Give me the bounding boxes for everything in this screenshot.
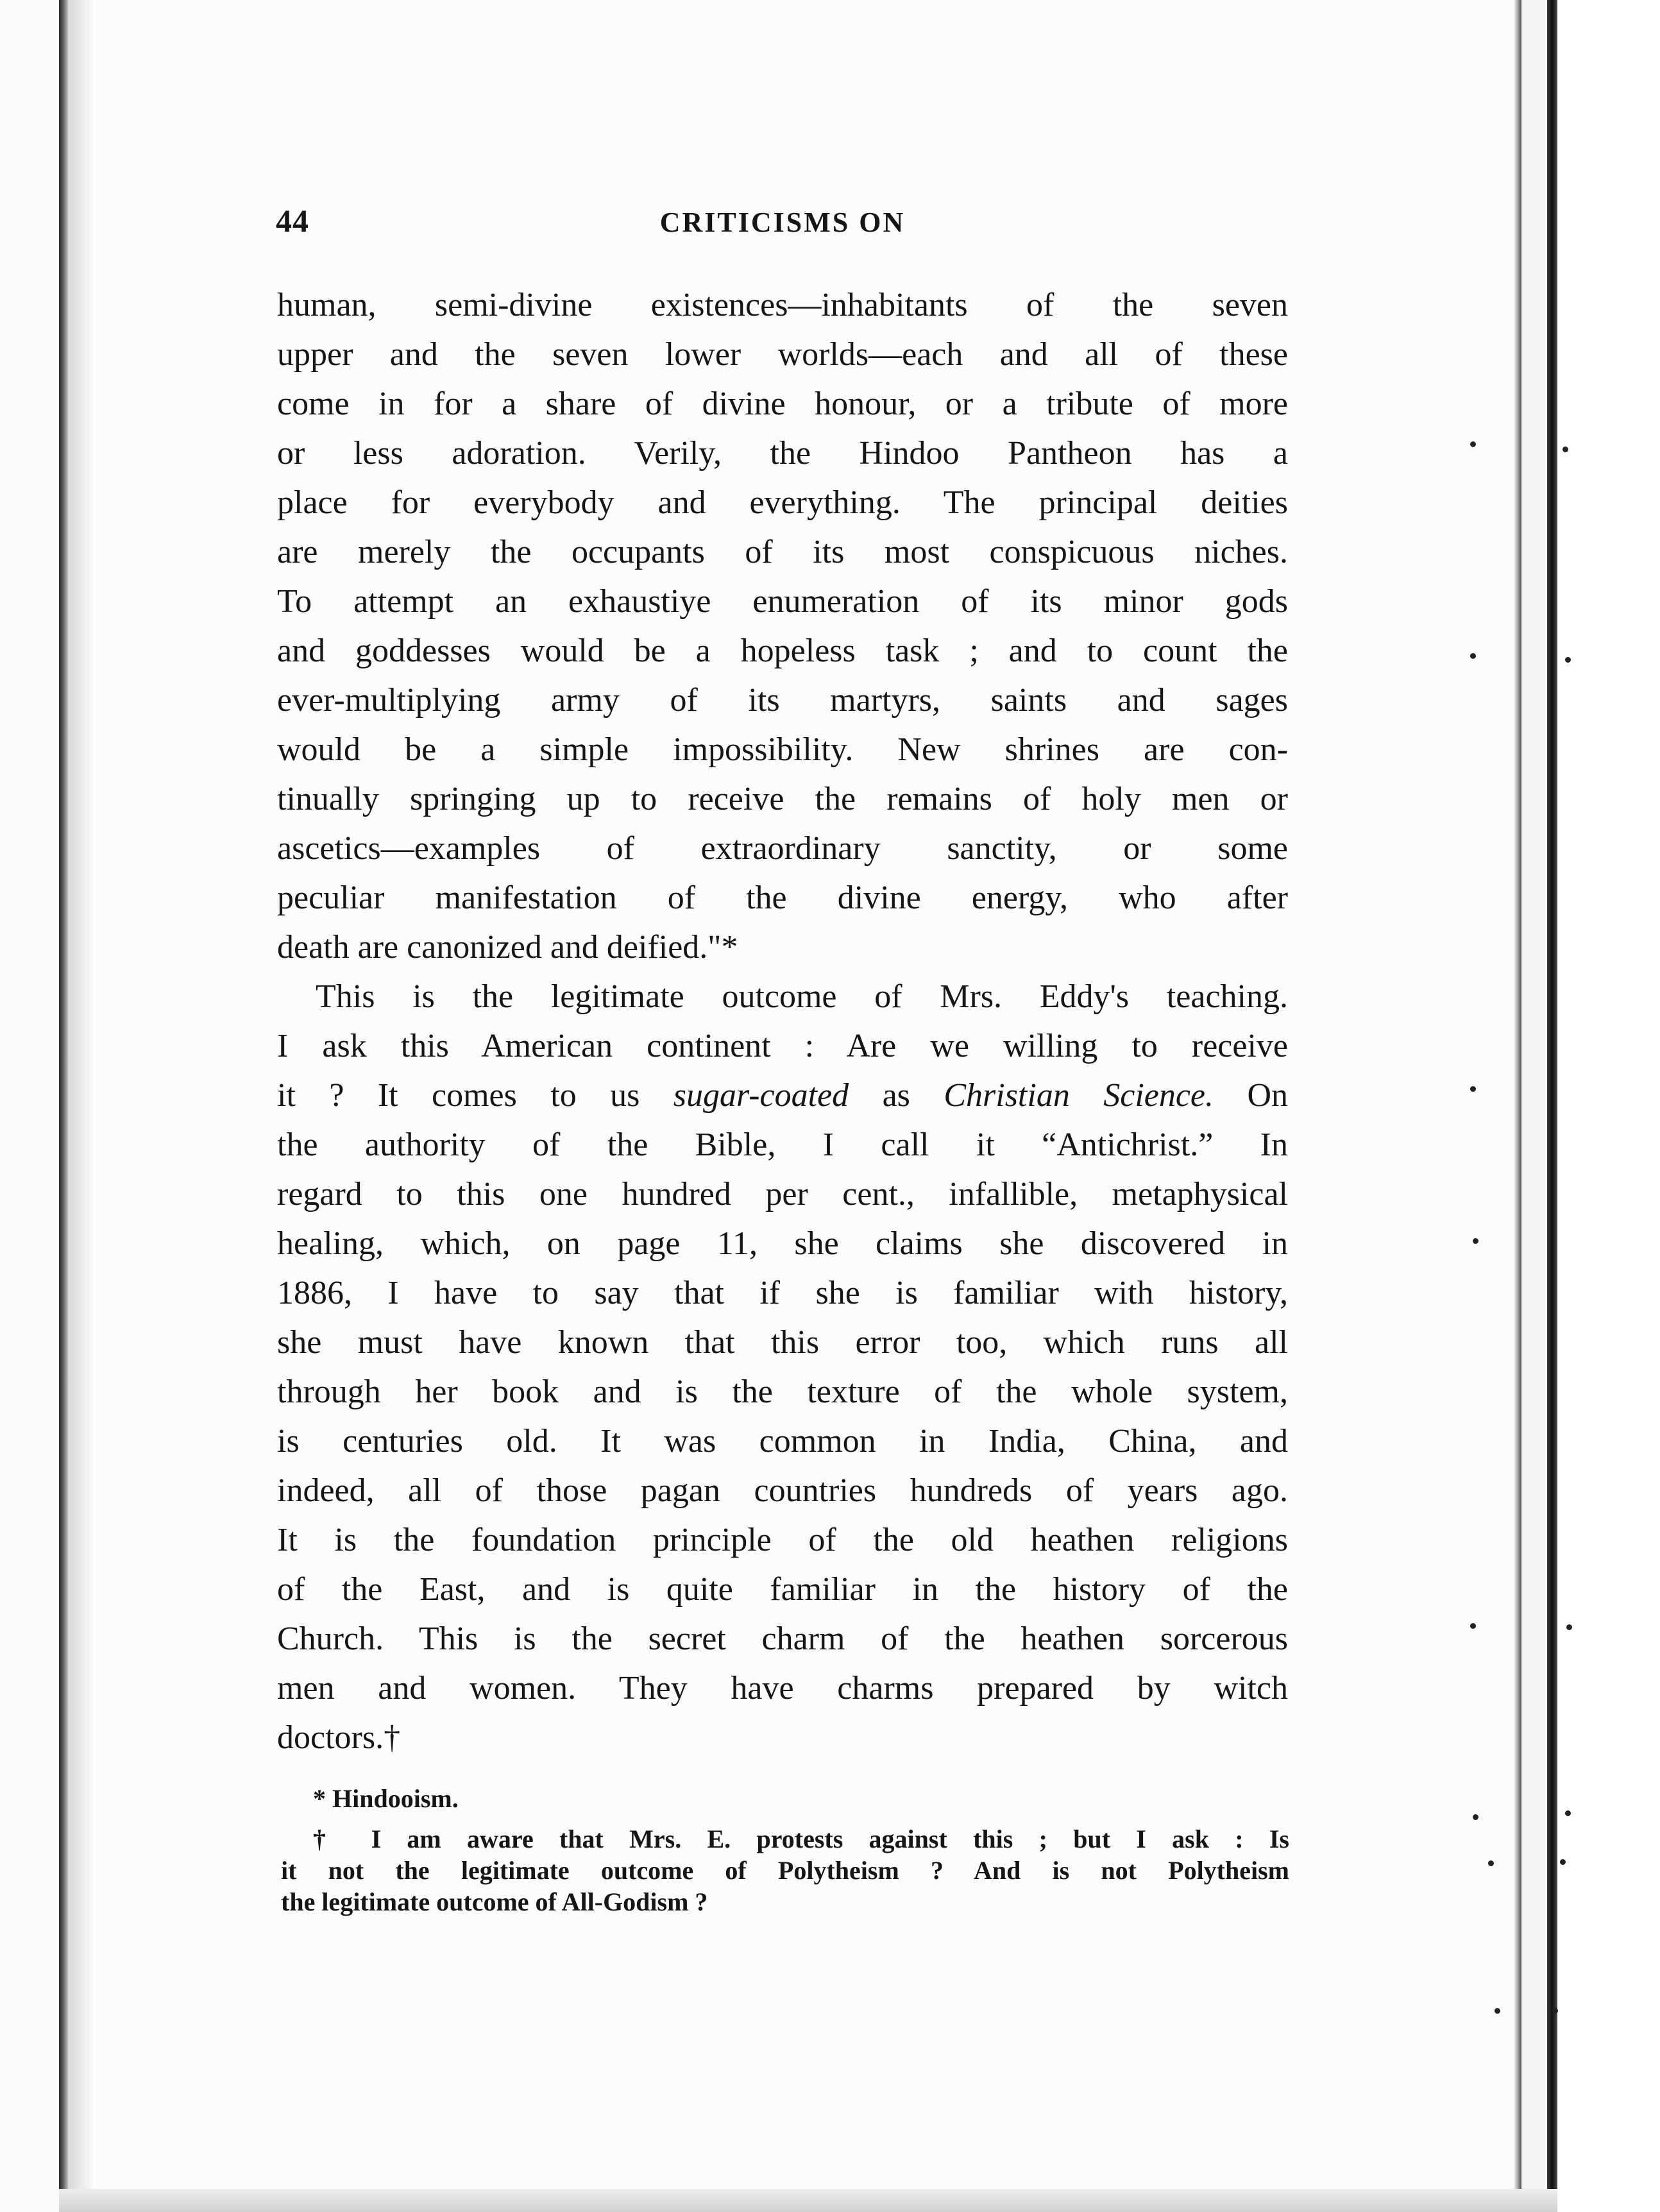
- text-line: the authority of the Bible, I call it “Antichrist.” In: [277, 1127, 1288, 1163]
- text-line: is centuries old. It was common in India, China, and: [277, 1423, 1288, 1459]
- right-gutter-shadow: [1514, 0, 1521, 2212]
- text-line: peculiar manifestation of the divine energy, who after: [277, 880, 1288, 916]
- facing-page-edge: [1547, 0, 1557, 2212]
- text-run: it ? It comes to us: [277, 1077, 673, 1114]
- page-number: 44: [276, 203, 309, 239]
- scan-speck: [1495, 2008, 1500, 2014]
- text-line: It is the foundation principle of the old heathen religions: [277, 1522, 1288, 1558]
- scan-speck: [1563, 447, 1568, 452]
- text-line-with-italics: [277, 1071, 1288, 1120]
- text-line: ever-multiplying army of its martyrs, saints and sages: [277, 682, 1288, 719]
- scan-speck: [1470, 653, 1476, 659]
- text-run: as: [849, 1077, 944, 1114]
- running-title: CRITICISMS ON: [659, 207, 906, 238]
- text-run: On: [1214, 1077, 1288, 1114]
- text-line: doctors.†: [277, 1719, 401, 1756]
- book-spine-edge: [59, 0, 68, 2212]
- scan-margin: [1557, 0, 1660, 2212]
- scan-speck: [1470, 1623, 1476, 1629]
- text-line: healing, which, on page 11, she claims she discovered in: [277, 1225, 1288, 1262]
- footnote-dagger-line: it not the legitimate outcome of Polytheism ? And is not Polytheism: [281, 1856, 1289, 1885]
- text-line: regard to this one hundred per cent., infallible, metaphysical: [277, 1176, 1288, 1212]
- text-line: of the East, and is quite familiar in the history of the: [277, 1571, 1288, 1608]
- body-text: [277, 280, 1288, 1762]
- scan-speck: [1565, 1810, 1571, 1816]
- text-line: human, semi-divine existences—inhabitants of the seven: [277, 287, 1288, 323]
- scan-speck: [1566, 1624, 1572, 1630]
- text-line: I ask this American continent : Are we willing to receive: [277, 1028, 1288, 1064]
- text-line: would be a simple impossibility. New shrines are con-: [277, 731, 1288, 768]
- scan-speck: [1488, 1860, 1494, 1866]
- scan-speck: [1552, 2008, 1558, 2014]
- spine-shadow: [68, 0, 94, 2212]
- bottom-page-edge: [59, 2189, 1557, 2212]
- text-line: tinually springing up to receive the remains of holy men or: [277, 781, 1288, 817]
- text-line: Church. This is the secret charm of the heathen sorcerous: [277, 1621, 1288, 1657]
- text-line: come in for a share of divine honour, or a tribute of more: [277, 386, 1288, 422]
- italic-phrase: sugar-coated: [673, 1077, 849, 1114]
- text-line: or less adoration. Verily, the Hindoo Pantheon has a: [277, 435, 1288, 472]
- scan-speck: [1473, 1814, 1478, 1820]
- footnote-star: * Hindooism.: [313, 1784, 459, 1813]
- scan-speck: [1560, 1859, 1566, 1865]
- text-line: 1886, I have to say that if she is familiar with history,: [277, 1275, 1288, 1311]
- text-line: and goddesses would be a hopeless task ; and to count the: [277, 633, 1288, 669]
- scan-speck: [1470, 441, 1476, 447]
- running-head: [276, 202, 1289, 247]
- footnote-dagger-line: † I am aware that Mrs. E. protests against this ; but I ask : Is: [313, 1825, 1289, 1853]
- text-line: are merely the occupants of its most conspicuous niches.: [277, 534, 1288, 570]
- italic-phrase: Christian Science.: [944, 1077, 1214, 1114]
- footnotes: [281, 1780, 1289, 1918]
- text-line: place for everybody and everything. The principal deities: [277, 484, 1288, 521]
- text-line: she must have known that this error too, which runs all: [277, 1324, 1288, 1361]
- text-line: men and women. They have charms prepared by witch: [277, 1670, 1288, 1706]
- text-line: To attempt an exhaustiye enumeration of its minor gods: [277, 583, 1288, 620]
- scan-speck: [1565, 657, 1571, 663]
- facing-page-strip: [1521, 0, 1547, 2212]
- footnote-dagger-line: the legitimate outcome of All-Godism ?: [281, 1887, 708, 1916]
- text-line: upper and the seven lower worlds—each and all of these: [277, 336, 1288, 373]
- scan-speck: [1470, 1086, 1476, 1092]
- scan-speck: [1473, 1238, 1478, 1244]
- text-line: ascetics—examples of extraordinary sanctity, or some: [277, 830, 1288, 867]
- text-line: through her book and is the texture of the whole system,: [277, 1374, 1288, 1410]
- text-line: indeed, all of those pagan countries hundreds of years ago.: [277, 1472, 1288, 1509]
- paragraph-first-line: This is the legitimate outcome of Mrs. Eddy's teaching.: [316, 978, 1288, 1015]
- text-line: death are canonized and deified."*: [277, 929, 738, 966]
